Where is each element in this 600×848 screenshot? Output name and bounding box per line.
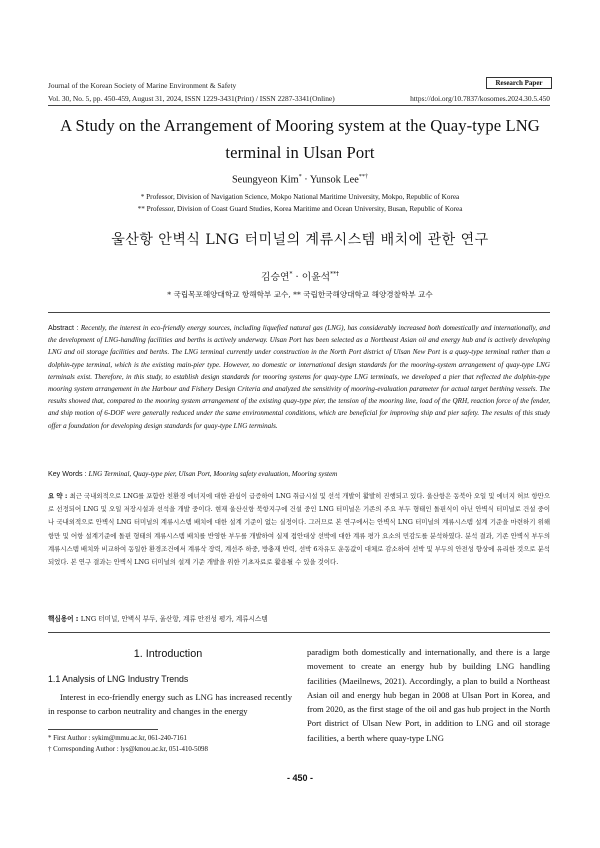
footnote-first-author: * First Author : sykim@mmu.ac.kr, 061-240-7161 — [48, 735, 187, 742]
keywords-text: LNG Terminal, Quay-type pier, Ulsan Port, Mooring safety evaluation, Mooring system — [88, 470, 338, 478]
abstract-bottom-rule — [48, 632, 550, 633]
korean-author-2: 이윤석 — [301, 272, 331, 283]
abstract — [48, 322, 550, 432]
section-heading: 1. Introduction — [133, 648, 203, 660]
keywords — [48, 470, 550, 478]
author-1-mark: * — [298, 173, 302, 180]
doi-link[interactable]: https://doi.org/10.7837/kosomes.2024.30.5.450 — [410, 94, 550, 103]
citation-line: Vol. 30, No. 5, pp. 450-459, August 31, 2024, ISSN 1229-3431(Print) / ISSN 2287-3341(Online) — [48, 94, 335, 103]
korean-abstract-text: 최근 국내외적으로 LNG를 포함한 친환경 에너지에 대한 관심이 급증하여 LNG 취급시설 및 선석 개발이 활발히 진행되고 있다. 울산항은 동북아 오일 및 에너지 허브 항만으로 선정되어 LNG 및 오일 저장시설과 선석을 개발 중이다. 현재 울산신항 북항지구에 건설 중인 LNG 터미널은 기존의 주요 부두 형태인 돌핀식이 아닌 안벽식 터미널로 건설 중이나 국내외적으로 안벽식 LNG 터미널의 계류시스템 배치에 대한 설계 기준이 없는 실정이다. 그러므로 본 연구에서는 안벽식 LNG 터미널의 계류시스템 설계 기준을 마련하기 위해 항만 및 어항 설계기준에 돌핀 형태의 계류시스템 배치를 반영한 부두를 개발하여 실제 접안대상 선박에 대한 계류 평가 요소의 민감도를 분석하였다. 분석 결과, 기존 안벽식 부두의 계류시스템 배치와 비교하여 동일한 환경조건에서 계류삭 장력, 계선주 하중, 방충재 반력, 선박 6자유도 운동값이 대체로 감소하여 선박 및 부두의 안전성 향상에 유리한 것으로 분석되었다. 본 연구 결과는 안벽식 LNG 터미널의 설계 기준 개발을 위한 기초자료로 활용될 수 있을 것이다. — [48, 492, 550, 567]
header-rule — [48, 105, 550, 106]
abstract-text: Recently, the interest in eco-friendly energy sources, including liquefied natural gas (LNG), has considerably increased both domestically and internationally, and the development of LNG-handling facilities and berths is actively underway. Ulsan Port has been selected as a Northeast Asian oil and energy hub and is actively developing LNG and oil storage facilities and berths. The LNG terminal currently under construction in the North Port district of Ulsan New Port is a quay-type terminal rather than a dolphin-type terminal, which is the existing main-pier type. However, no domestic or international design standards for the mooring-system arrangement of quay-type LNG terminals exist. Therefore, in this study, to establish design standards for mooring systems for quay-type LNG terminals, we developed a pier that reflected the dolphin-type mooring system arrangement in the Harbour and Fishery Design Criteria and analyzed the sensitivity of mooring-evaluation parameter for actual target berthing vessels. The results showed that, compared to the mooring system arrangement of the existing quay-type pier, the tension of the mooring line, load of the QRH, reaction force of the fender, and ship motion of 6-DOF were generally reduced under the same environmental conditions, which are beneficial for improving ship and pier safety. The results of this study offer a foundation for developing design standards for quay-type LNG terminals. — [48, 324, 550, 430]
author-separator: · — [301, 174, 310, 186]
abstract-label: Abstract : — [48, 324, 81, 332]
korean-author-separator: · — [292, 272, 302, 283]
korean-author-line — [0, 269, 600, 283]
author-line — [0, 173, 600, 185]
korean-affiliations: * 국립목포해양대학교 항해학부 교수, ** 국립한국해양대학교 해양경찰학부 교수 — [167, 290, 433, 299]
footnote-rule — [48, 729, 158, 730]
author-2: Yunsok Lee — [309, 174, 359, 186]
author-2-mark: **† — [358, 173, 369, 180]
korean-author-2-mark: **† — [330, 271, 339, 278]
affiliation-2: ** Professor, Division of Coast Guard Studies, Korea Maritime and Ocean University, Busan, Republic of Korea — [137, 205, 463, 213]
right-column-text: paradigm both domestically and internationally, and there is a large movement to create an energy hub by building LNG handling facilities (Maeilnews, 2021). Accordingly, a plan to build a Northeast Asian oil and energy hub began in 2008 at Ulsan Port in Korea, and from 2020, as the first stage of the oil and gas hub project in the North Port district of Ulsan New Port, in addition to LNG and oil storage facilities, a berth where quay-type LNG — [307, 647, 550, 743]
korean-abstract-label: 요 약 : — [48, 492, 70, 500]
korean-keywords-text: LNG 터미널, 안벽식 부두, 울산항, 계류 안전성 평가, 계류시스템 — [80, 615, 268, 623]
affiliation-1: * Professor, Division of Navigation Science, Mokpo National Maritime University, Mokpo, Republic of Korea — [140, 193, 460, 201]
korean-abstract — [48, 490, 550, 569]
korean-title: 울산항 안벽식 LNG 터미널의 계류시스템 배치에 관한 연구 — [111, 232, 489, 248]
korean-author-1-mark: * — [289, 271, 293, 278]
left-column-text: Interest in eco-friendly energy such as LNG has increased recently in response to carbon neutrality and changes in the energy — [48, 692, 292, 717]
korean-keywords — [48, 613, 550, 623]
author-1: Seungyeon Kim — [231, 174, 299, 186]
article-type-badge: Research Paper — [486, 77, 552, 89]
footnote-corresponding-author: † Corresponding Author : lys@kmou.ac.kr, 051-410-5098 — [48, 746, 208, 753]
journal-name: Journal of the Korean Society of Marine Environment & Safety — [48, 81, 237, 90]
korean-keywords-label: 핵심용어 : — [48, 615, 81, 623]
paper-title: A Study on the Arrangement of Mooring system at the Quay-type LNG terminal in Ulsan Port — [60, 116, 540, 162]
abstract-top-rule — [48, 312, 550, 313]
page-number: - 450 - — [286, 773, 313, 783]
keywords-label: Key Words : — [48, 470, 89, 478]
subsection-heading: 1.1 Analysis of LNG Industry Trends — [48, 674, 189, 684]
korean-author-1: 김승연 — [261, 272, 290, 283]
